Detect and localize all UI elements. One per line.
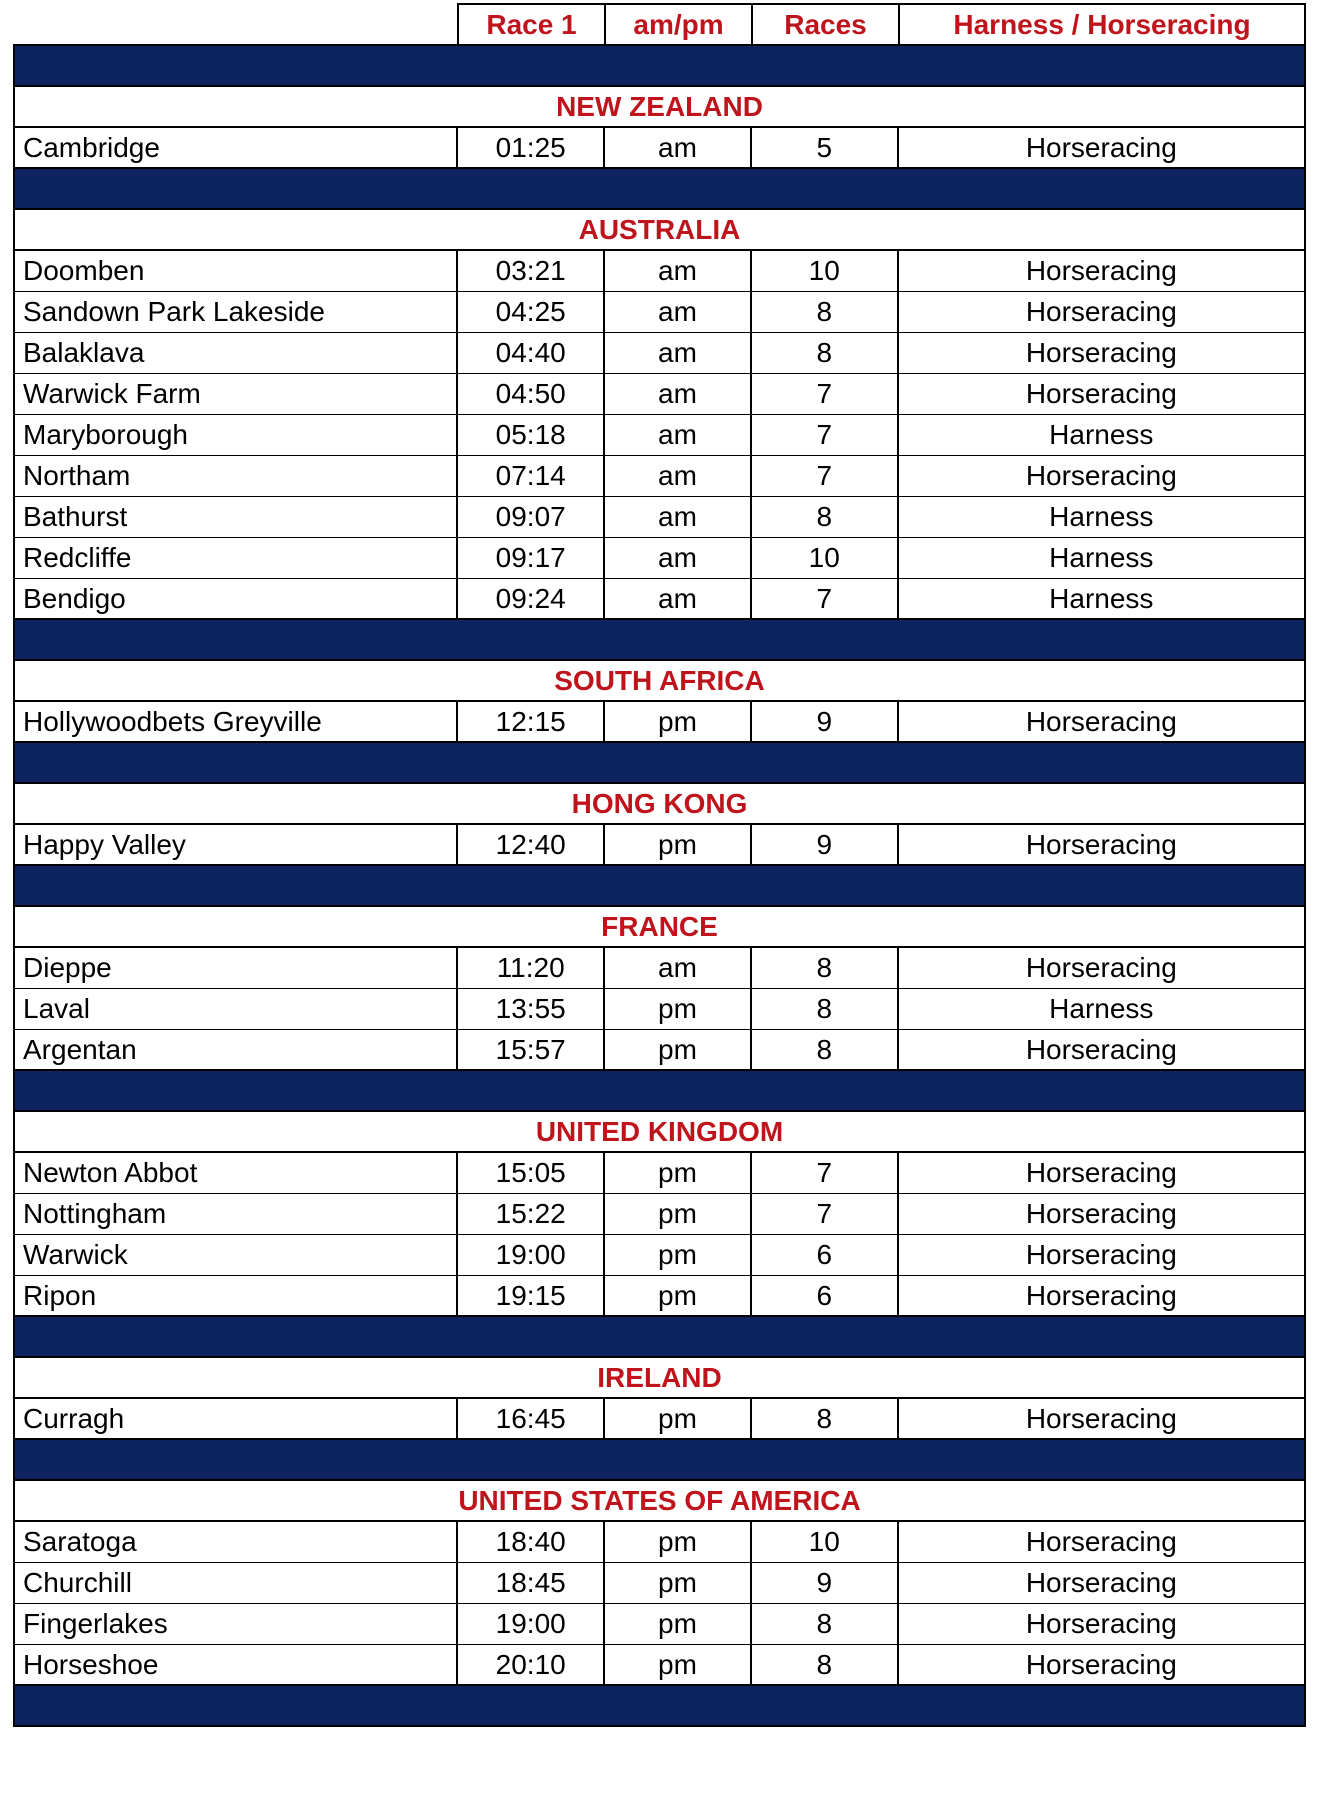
races-count-cell: 5 <box>750 128 897 167</box>
venue-cell: Curragh <box>23 1402 125 1434</box>
race-type-cell: Horseracing <box>897 1604 1304 1644</box>
ampm-cell: am <box>603 333 750 373</box>
venue-cell: Sandown Park Lakeside <box>23 296 325 327</box>
ampm-cell: am <box>603 251 750 291</box>
section-separator-band <box>13 169 1306 210</box>
country-heading: NEW ZEALAND <box>13 87 1306 128</box>
venue-cell: Fingerlakes <box>23 1608 168 1639</box>
section-separator-band <box>13 1071 1306 1112</box>
venue-cell: Hollywoodbets Greyville <box>23 705 322 737</box>
races-count-cell: 7 <box>750 1194 897 1234</box>
race-type-cell: Horseracing <box>897 1563 1304 1603</box>
race-type-cell: Horseracing <box>897 1645 1304 1684</box>
ampm-cell: am <box>603 579 750 618</box>
venue-cell: Doomben <box>23 255 145 286</box>
races-count-cell: 8 <box>750 948 897 988</box>
meeting-row <box>13 1563 1306 1604</box>
meeting-row <box>13 1276 1306 1317</box>
race-type-cell: Horseracing <box>897 1399 1304 1438</box>
country-heading: HONG KONG <box>13 784 1306 825</box>
venue-cell: Warwick Farm <box>23 378 201 409</box>
venue-cell: Redcliffe <box>23 542 132 573</box>
ampm-cell: am <box>603 128 750 167</box>
race-type-cell: Horseracing <box>897 1276 1304 1315</box>
race1-time-cell: 19:00 <box>456 1604 603 1644</box>
race1-time-cell: 15:05 <box>456 1153 603 1193</box>
ampm-cell: pm <box>603 1194 750 1234</box>
race1-time-cell: 04:40 <box>456 333 603 373</box>
meeting-row <box>13 333 1306 374</box>
races-count-cell: 7 <box>750 456 897 496</box>
meeting-row <box>13 251 1306 292</box>
section-separator-band <box>13 743 1306 784</box>
race-type-cell: Horseracing <box>897 1235 1304 1275</box>
meeting-row <box>13 825 1306 866</box>
race1-time-cell: 04:50 <box>456 374 603 414</box>
ampm-cell: pm <box>603 1645 750 1684</box>
races-count-cell: 7 <box>750 374 897 414</box>
races-count-cell: 10 <box>750 251 897 291</box>
races-count-cell: 8 <box>750 292 897 332</box>
races-count-cell: 9 <box>750 825 897 864</box>
race-type-cell: Horseracing <box>897 1194 1304 1234</box>
meeting-row <box>13 538 1306 579</box>
race-type-cell: Horseracing <box>897 456 1304 496</box>
ampm-cell: pm <box>603 1153 750 1193</box>
header-venue-blank <box>13 3 457 44</box>
races-count-cell: 8 <box>750 1604 897 1644</box>
races-count-cell: 10 <box>750 538 897 578</box>
races-count-cell: 8 <box>750 1645 897 1684</box>
race-type-cell: Horseracing <box>897 128 1304 167</box>
ampm-cell: pm <box>603 1563 750 1603</box>
meeting-row <box>13 1153 1306 1194</box>
meeting-row <box>13 128 1306 169</box>
meeting-row <box>13 1030 1306 1071</box>
ampm-cell: am <box>603 456 750 496</box>
ampm-cell: pm <box>603 1522 750 1562</box>
ampm-cell: am <box>603 415 750 455</box>
header-race1: Race 1 <box>457 3 604 44</box>
header-races: Races <box>751 3 898 44</box>
section-separator-band <box>13 866 1306 907</box>
ampm-cell: am <box>603 538 750 578</box>
venue-cell: Dieppe <box>23 952 112 983</box>
race1-time-cell: 19:15 <box>456 1276 603 1315</box>
race-type-cell: Horseracing <box>897 825 1304 864</box>
venue-cell: Northam <box>23 460 131 491</box>
race1-time-cell: 13:55 <box>456 989 603 1029</box>
venue-cell: Argentan <box>23 1033 137 1065</box>
meeting-row <box>13 497 1306 538</box>
race1-time-cell: 15:22 <box>456 1194 603 1234</box>
meeting-row <box>13 374 1306 415</box>
schedule-body <box>13 46 1306 1727</box>
races-count-cell: 10 <box>750 1522 897 1562</box>
race1-time-cell: 18:40 <box>456 1522 603 1562</box>
races-count-cell: 9 <box>750 1563 897 1603</box>
ampm-cell: pm <box>603 989 750 1029</box>
venue-cell: Horseshoe <box>23 1648 159 1680</box>
country-heading: AUSTRALIA <box>13 210 1306 251</box>
races-count-cell: 7 <box>750 579 897 618</box>
races-count-cell: 8 <box>750 1030 897 1069</box>
race1-time-cell: 20:10 <box>456 1645 603 1684</box>
meeting-row <box>13 579 1306 620</box>
races-count-cell: 8 <box>750 497 897 537</box>
section-separator-band <box>13 620 1306 661</box>
country-heading: FRANCE <box>13 907 1306 948</box>
country-heading: IRELAND <box>13 1358 1306 1399</box>
venue-cell: Newton Abbot <box>23 1157 198 1188</box>
race1-time-cell: 07:14 <box>456 456 603 496</box>
ampm-cell: am <box>603 374 750 414</box>
section-separator-band <box>13 46 1306 87</box>
race-type-cell: Horseracing <box>897 948 1304 988</box>
meeting-row <box>13 1399 1306 1440</box>
race1-time-cell: 09:17 <box>456 538 603 578</box>
race-type-cell: Horseracing <box>897 1153 1304 1193</box>
race-type-cell: Horseracing <box>897 251 1304 291</box>
meeting-row <box>13 415 1306 456</box>
races-count-cell: 9 <box>750 702 897 741</box>
races-count-cell: 6 <box>750 1235 897 1275</box>
column-header-row <box>13 3 1306 46</box>
ampm-cell: pm <box>603 1030 750 1069</box>
section-separator-band <box>13 1317 1306 1358</box>
venue-cell: Bendigo <box>23 582 126 614</box>
ampm-cell: pm <box>603 825 750 864</box>
venue-cell: Churchill <box>23 1567 132 1598</box>
ampm-cell: pm <box>603 1276 750 1315</box>
race1-time-cell: 18:45 <box>456 1563 603 1603</box>
race1-time-cell: 16:45 <box>456 1399 603 1438</box>
venue-cell: Warwick <box>23 1239 128 1270</box>
meeting-row <box>13 1235 1306 1276</box>
race1-time-cell: 01:25 <box>456 128 603 167</box>
section-separator-band <box>13 1440 1306 1481</box>
meeting-row <box>13 1522 1306 1563</box>
race-type-cell: Horseracing <box>897 702 1304 741</box>
venue-cell: Cambridge <box>23 131 160 163</box>
race-type-cell: Harness <box>897 989 1304 1029</box>
venue-cell: Bathurst <box>23 501 128 532</box>
race1-time-cell: 09:24 <box>456 579 603 618</box>
venue-cell: Balaklava <box>23 337 145 368</box>
meeting-row <box>13 989 1306 1030</box>
venue-cell: Happy Valley <box>23 828 186 860</box>
race-type-cell: Horseracing <box>897 333 1304 373</box>
race-type-cell: Harness <box>897 579 1304 618</box>
header-type: Harness / Horseracing <box>898 3 1306 44</box>
race1-time-cell: 12:15 <box>456 702 603 741</box>
race1-time-cell: 11:20 <box>456 948 603 988</box>
section-separator-band <box>13 1686 1306 1727</box>
races-count-cell: 8 <box>750 333 897 373</box>
race-type-cell: Harness <box>897 538 1304 578</box>
meeting-row <box>13 702 1306 743</box>
country-heading: SOUTH AFRICA <box>13 661 1306 702</box>
race1-time-cell: 09:07 <box>456 497 603 537</box>
ampm-cell: pm <box>603 702 750 741</box>
venue-cell: Laval <box>23 993 90 1024</box>
header-ampm: am/pm <box>604 3 751 44</box>
races-count-cell: 6 <box>750 1276 897 1315</box>
races-count-cell: 7 <box>750 415 897 455</box>
race-type-cell: Horseracing <box>897 1522 1304 1562</box>
race-schedule-sheet <box>13 3 1306 1727</box>
meeting-row <box>13 948 1306 989</box>
race-type-cell: Harness <box>897 497 1304 537</box>
race1-time-cell: 12:40 <box>456 825 603 864</box>
race1-time-cell: 19:00 <box>456 1235 603 1275</box>
race-type-cell: Horseracing <box>897 292 1304 332</box>
venue-cell: Maryborough <box>23 419 188 450</box>
race1-time-cell: 05:18 <box>456 415 603 455</box>
race-type-cell: Harness <box>897 415 1304 455</box>
races-count-cell: 7 <box>750 1153 897 1193</box>
meeting-row <box>13 1194 1306 1235</box>
meeting-row <box>13 292 1306 333</box>
ampm-cell: pm <box>603 1399 750 1438</box>
meeting-row <box>13 1645 1306 1686</box>
venue-cell: Nottingham <box>23 1198 167 1229</box>
ampm-cell: am <box>603 497 750 537</box>
races-count-cell: 8 <box>750 1399 897 1438</box>
country-heading: UNITED KINGDOM <box>13 1112 1306 1153</box>
race1-time-cell: 15:57 <box>456 1030 603 1069</box>
meeting-row <box>13 1604 1306 1645</box>
races-count-cell: 8 <box>750 989 897 1029</box>
ampm-cell: am <box>603 948 750 988</box>
venue-cell: Ripon <box>23 1279 97 1311</box>
ampm-cell: pm <box>603 1604 750 1644</box>
race-type-cell: Horseracing <box>897 1030 1304 1069</box>
meeting-row <box>13 456 1306 497</box>
race1-time-cell: 03:21 <box>456 251 603 291</box>
race1-time-cell: 04:25 <box>456 292 603 332</box>
ampm-cell: am <box>603 292 750 332</box>
country-heading: UNITED STATES OF AMERICA <box>13 1481 1306 1522</box>
ampm-cell: pm <box>603 1235 750 1275</box>
race-type-cell: Horseracing <box>897 374 1304 414</box>
venue-cell: Saratoga <box>23 1526 137 1557</box>
